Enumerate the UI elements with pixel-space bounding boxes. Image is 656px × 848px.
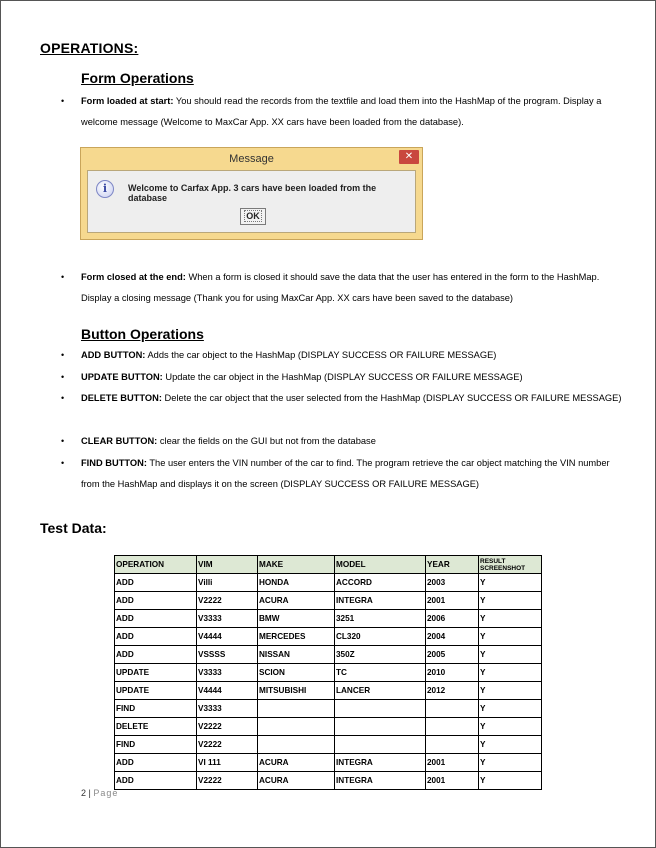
table-cell: SCION [258, 664, 335, 682]
table-cell: V2222 [197, 592, 258, 610]
form-loaded-text: You should read the records from the textfile and load them into the HashMap of the program. Display a welcome message (Welcome to MaxCar App. XX cars have been loaded from the database). [81, 96, 602, 127]
table-row [115, 700, 542, 718]
form-closed-bullet [81, 267, 626, 309]
delete-button-bullet [81, 388, 626, 409]
update-button-bullet [81, 367, 626, 388]
table-cell [426, 700, 479, 718]
table-row [115, 736, 542, 754]
table-cell: ADD [115, 646, 197, 664]
table-row [115, 718, 542, 736]
table-cell: Y [479, 700, 542, 718]
table-cell: 2001 [426, 592, 479, 610]
table-cell: 2003 [426, 574, 479, 592]
add-button-bullet [81, 345, 626, 366]
header-cell: MODEL [335, 556, 426, 574]
table-cell: ADD [115, 754, 197, 772]
button-operations-heading: Button Operations [81, 326, 204, 342]
dialog-title: Message [229, 153, 274, 165]
page-number: 2 [81, 788, 87, 798]
bullet-label: CLEAR BUTTON: [81, 436, 158, 446]
table-row [115, 772, 542, 790]
header-cell: MAKE [258, 556, 335, 574]
dialog-message: Welcome to Carfax App. 3 cars have been loaded from the database [128, 183, 377, 203]
bullet-text: clear the fields on the GUI but not from the database [157, 436, 376, 446]
table-cell: 2001 [426, 772, 479, 790]
table-cell: Y [479, 592, 542, 610]
table-cell: ACURA [258, 754, 335, 772]
table-cell: V2222 [197, 772, 258, 790]
table-row [115, 664, 542, 682]
table-row [115, 646, 542, 664]
find-button-bullet [81, 453, 626, 495]
table-cell: ADD [115, 592, 197, 610]
header-cell: YEAR [426, 556, 479, 574]
bullet-text: Adds the car object to the HashMap (DISPLAY SUCCESS OR FAILURE MESSAGE) [145, 350, 497, 360]
table-row [115, 574, 542, 592]
table-cell: Y [479, 610, 542, 628]
page-footer [81, 788, 118, 798]
table-row [115, 628, 542, 646]
table-cell: V2222 [197, 736, 258, 754]
bullet-label: ADD BUTTON: [81, 350, 146, 360]
table-cell: Y [479, 628, 542, 646]
table-cell: Y [479, 754, 542, 772]
table-cell: 350Z [335, 646, 426, 664]
bullet-label: FIND BUTTON: [81, 458, 147, 468]
table-cell: MITSUBISHI [258, 682, 335, 700]
table-cell: Y [479, 646, 542, 664]
close-icon[interactable]: ✕ [399, 150, 419, 164]
form-loaded-label: Form loaded at start: [81, 96, 174, 106]
test-data-heading: Test Data: [40, 520, 107, 536]
table-cell [258, 700, 335, 718]
header-cell: OPERATION [115, 556, 197, 574]
table-cell: 2006 [426, 610, 479, 628]
table-cell: Villi [197, 574, 258, 592]
table-cell: DELETE [115, 718, 197, 736]
table-cell: 2004 [426, 628, 479, 646]
table-row [115, 592, 542, 610]
table-cell: LANCER [335, 682, 426, 700]
table-cell [335, 736, 426, 754]
ok-button[interactable] [240, 208, 266, 225]
table-cell: INTEGRA [335, 592, 426, 610]
table-cell: V3333 [197, 610, 258, 628]
bullet-label: DELETE BUTTON: [81, 393, 162, 403]
clear-button-bullet [81, 431, 626, 452]
table-cell: BMW [258, 610, 335, 628]
table-cell: V3333 [197, 700, 258, 718]
table-cell: VSSSS [197, 646, 258, 664]
form-closed-label: Form closed at the end: [81, 272, 186, 282]
table-cell: HONDA [258, 574, 335, 592]
table-cell: ACURA [258, 772, 335, 790]
message-dialog [80, 147, 423, 240]
bullet-text: Delete the car object that the user selected from the HashMap (DISPLAY SUCCESS OR FAILURE MESSAGE) [161, 393, 622, 403]
table-cell: ADD [115, 610, 197, 628]
table-cell: V4444 [197, 628, 258, 646]
table-cell: ACCORD [335, 574, 426, 592]
bullet-text: Update the car object in the HashMap (DISPLAY SUCCESS OR FAILURE MESSAGE) [162, 372, 523, 382]
table-cell: FIND [115, 700, 197, 718]
table-cell: UPDATE [115, 682, 197, 700]
header-cell: RESULT SCREENSHOT [479, 556, 542, 574]
table-cell: NISSAN [258, 646, 335, 664]
ok-button-label: OK [246, 211, 260, 221]
bullet-text: The user enters the VIN number of the car to find. The program retrieve the car object matching the VIN number from the HashMap and displays it on the screen (DISPLAY SUCCESS OR FAILURE MESSAGE) [81, 458, 610, 489]
table-cell: 2012 [426, 682, 479, 700]
table-cell: UPDATE [115, 664, 197, 682]
form-loaded-bullet [81, 91, 626, 133]
table-cell: FIND [115, 736, 197, 754]
dialog-body [87, 170, 416, 233]
table-cell: CL320 [335, 628, 426, 646]
table-cell: V4444 [197, 682, 258, 700]
header-cell: VIM [197, 556, 258, 574]
table-cell: 2001 [426, 754, 479, 772]
table-cell: ACURA [258, 592, 335, 610]
table-cell [426, 736, 479, 754]
form-operations-heading: Form Operations [81, 70, 194, 86]
table-header-row [115, 556, 542, 574]
table-cell: Y [479, 736, 542, 754]
operations-heading: OPERATIONS: [40, 40, 139, 56]
table-cell: INTEGRA [335, 754, 426, 772]
table-cell: TC [335, 664, 426, 682]
table-cell: 3251 [335, 610, 426, 628]
table-cell: Y [479, 574, 542, 592]
table-cell: ADD [115, 772, 197, 790]
table-cell: 2010 [426, 664, 479, 682]
info-icon: i [96, 180, 114, 198]
table-body [115, 574, 542, 790]
table-cell [258, 736, 335, 754]
form-closed-text: When a form is closed it should save the data that the user has entered in the form to the HashMap. Display a closing message (Thank you for using MaxCar App. XX cars have been saved to the database) [81, 272, 600, 303]
table-cell [258, 718, 335, 736]
page-separator: | [86, 788, 94, 798]
table-cell: V3333 [197, 664, 258, 682]
table-row [115, 754, 542, 772]
table-cell: 2005 [426, 646, 479, 664]
table-cell: Y [479, 718, 542, 736]
table-cell: Y [479, 772, 542, 790]
table-cell [426, 718, 479, 736]
table-cell: MERCEDES [258, 628, 335, 646]
page-word: Page [93, 788, 119, 798]
table-cell: ADD [115, 628, 197, 646]
table-cell: V2222 [197, 718, 258, 736]
table-cell: VI 111 [197, 754, 258, 772]
table-row [115, 682, 542, 700]
table-row [115, 610, 542, 628]
table-cell: Y [479, 664, 542, 682]
test-data-table [114, 555, 542, 790]
table-cell: ADD [115, 574, 197, 592]
table-cell [335, 700, 426, 718]
bullet-label: UPDATE BUTTON: [81, 372, 163, 382]
table-cell [335, 718, 426, 736]
table-cell: INTEGRA [335, 772, 426, 790]
table-cell: Y [479, 682, 542, 700]
